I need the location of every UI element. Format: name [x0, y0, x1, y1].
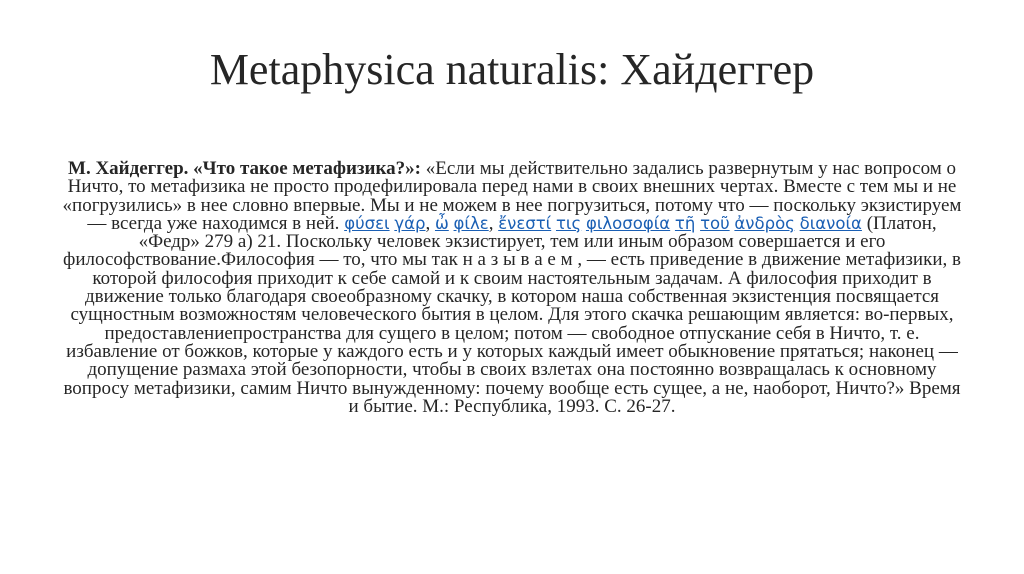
quote-lead: М. Хайдеггер. «Что такое метафизика?»:: [68, 158, 421, 179]
quote-text-part-2: (Платон, «Федр» 279 а) 21. Поскольку человек экзистирует, тем или иным образом совершается и его философствование.Философия — то, что мы так н а з ы в а е м , — есть приведение в движение метафизики, в которой философия приходит к себе самой и к своим настоятельным задачам. А философия приходит в движение только благодаря своеобразному скачку, в котором наша собственная экзистенция посвящается сущностным возможностям человеческого бытия в целом. Для этого скачка решающим является: во-первых, предоставлениепространства для сущего в целом; потом — свободное отпускание себя в Ничто, т. е. избавление от божков, которые у каждого есть и у которых каждый имеет обыкновение прятаться; наконец — допущение размаха этой безопорности, чтобы в своих взлетах она постоянно возвращалась к основному вопросу метафизики, самим Ничто вынужденному: почему вообще есть сущее, а не, наоборот, Ничто?» Время и бытие. М.: Республика, 1993. С. 26-27.: [63, 212, 961, 417]
quote-paragraph: М. Хайдеггер. «Что такое метафизика?»: «Если мы действительно задались развернутым у нас вопросом о Ничто, то метафизика не просто продефилировала перед нами в своих внешних чертах. Вместе с тем мы и не «погрузились» в нее словно впервые. Мы и не можем в нее погрузиться, потому что — поскольку экзистируем — всегда уже находимся в ней. φύσει γάρ, ὦ φίλε, ἔνεστί τις φιλοσοφία τῆ τοῦ ἀνδρὸς διανοία (Платон, «Федр» 279 а) 21. Поскольку человек экзистирует, тем или иным образом совершается и его философствование.Философия — то, что мы так н а з ы в а е м , — есть приведение в движение метафизики, в которой философия приходит к себе самой и к своим настоятельным задачам. А философия приходит в движение только благодаря своеобразному скачку, в котором наша собственная экзистенция посвящается сущностным возможностям человеческого бытия в целом. Для этого скачка решающим является: во-первых, предоставлениепространства для сущего в целом; потом — свободное отпускание себя в Ничто, т. е. избавление от божков, которые у каждого есть и у которых каждый имеет обыкновение прятаться; наконец — допущение размаха этой безопорности, чтобы в своих взлетах она постоянно возвращалась к основному вопросу метафизики, самим Ничто вынужденному: почему вообще есть сущее, а не, наоборот, Ничто?» Время и бытие. М.: Республика, 1993. С. 26-27.: [62, 158, 962, 417]
greek-link-phile[interactable]: φίλε: [453, 213, 489, 233]
greek-link-andros[interactable]: ἀνδρὸς: [734, 213, 795, 233]
greek-link-dianoia[interactable]: διανοία: [799, 213, 862, 233]
quote-text-part-1: «Если мы действительно задались развернутым у нас вопросом о Ничто, то метафизика не просто продефилировала перед нами в своих внешних чертах. Вместе с тем мы и не «погрузились» в нее словно впервые. Мы и не можем в нее погрузиться, потому что — поскольку экзистируем — всегда уже находимся в ней.: [62, 158, 962, 234]
greek-link-tis[interactable]: τις: [555, 213, 582, 233]
greek-link-gar[interactable]: γάρ: [394, 213, 426, 233]
greek-link-te[interactable]: τῆ: [674, 213, 696, 233]
quote-body: [62, 160, 962, 416]
greek-link-physei[interactable]: φύσει: [344, 213, 390, 233]
greek-link-philosophia[interactable]: φιλοσοφία: [585, 213, 671, 233]
slide-title: Metaphysica naturalis: Хайдеггер: [209, 45, 815, 94]
greek-link-tou[interactable]: τοῦ: [700, 213, 730, 233]
greek-link-o[interactable]: ὦ: [434, 213, 449, 233]
greek-link-enesti[interactable]: ἔνεστί: [498, 213, 552, 233]
